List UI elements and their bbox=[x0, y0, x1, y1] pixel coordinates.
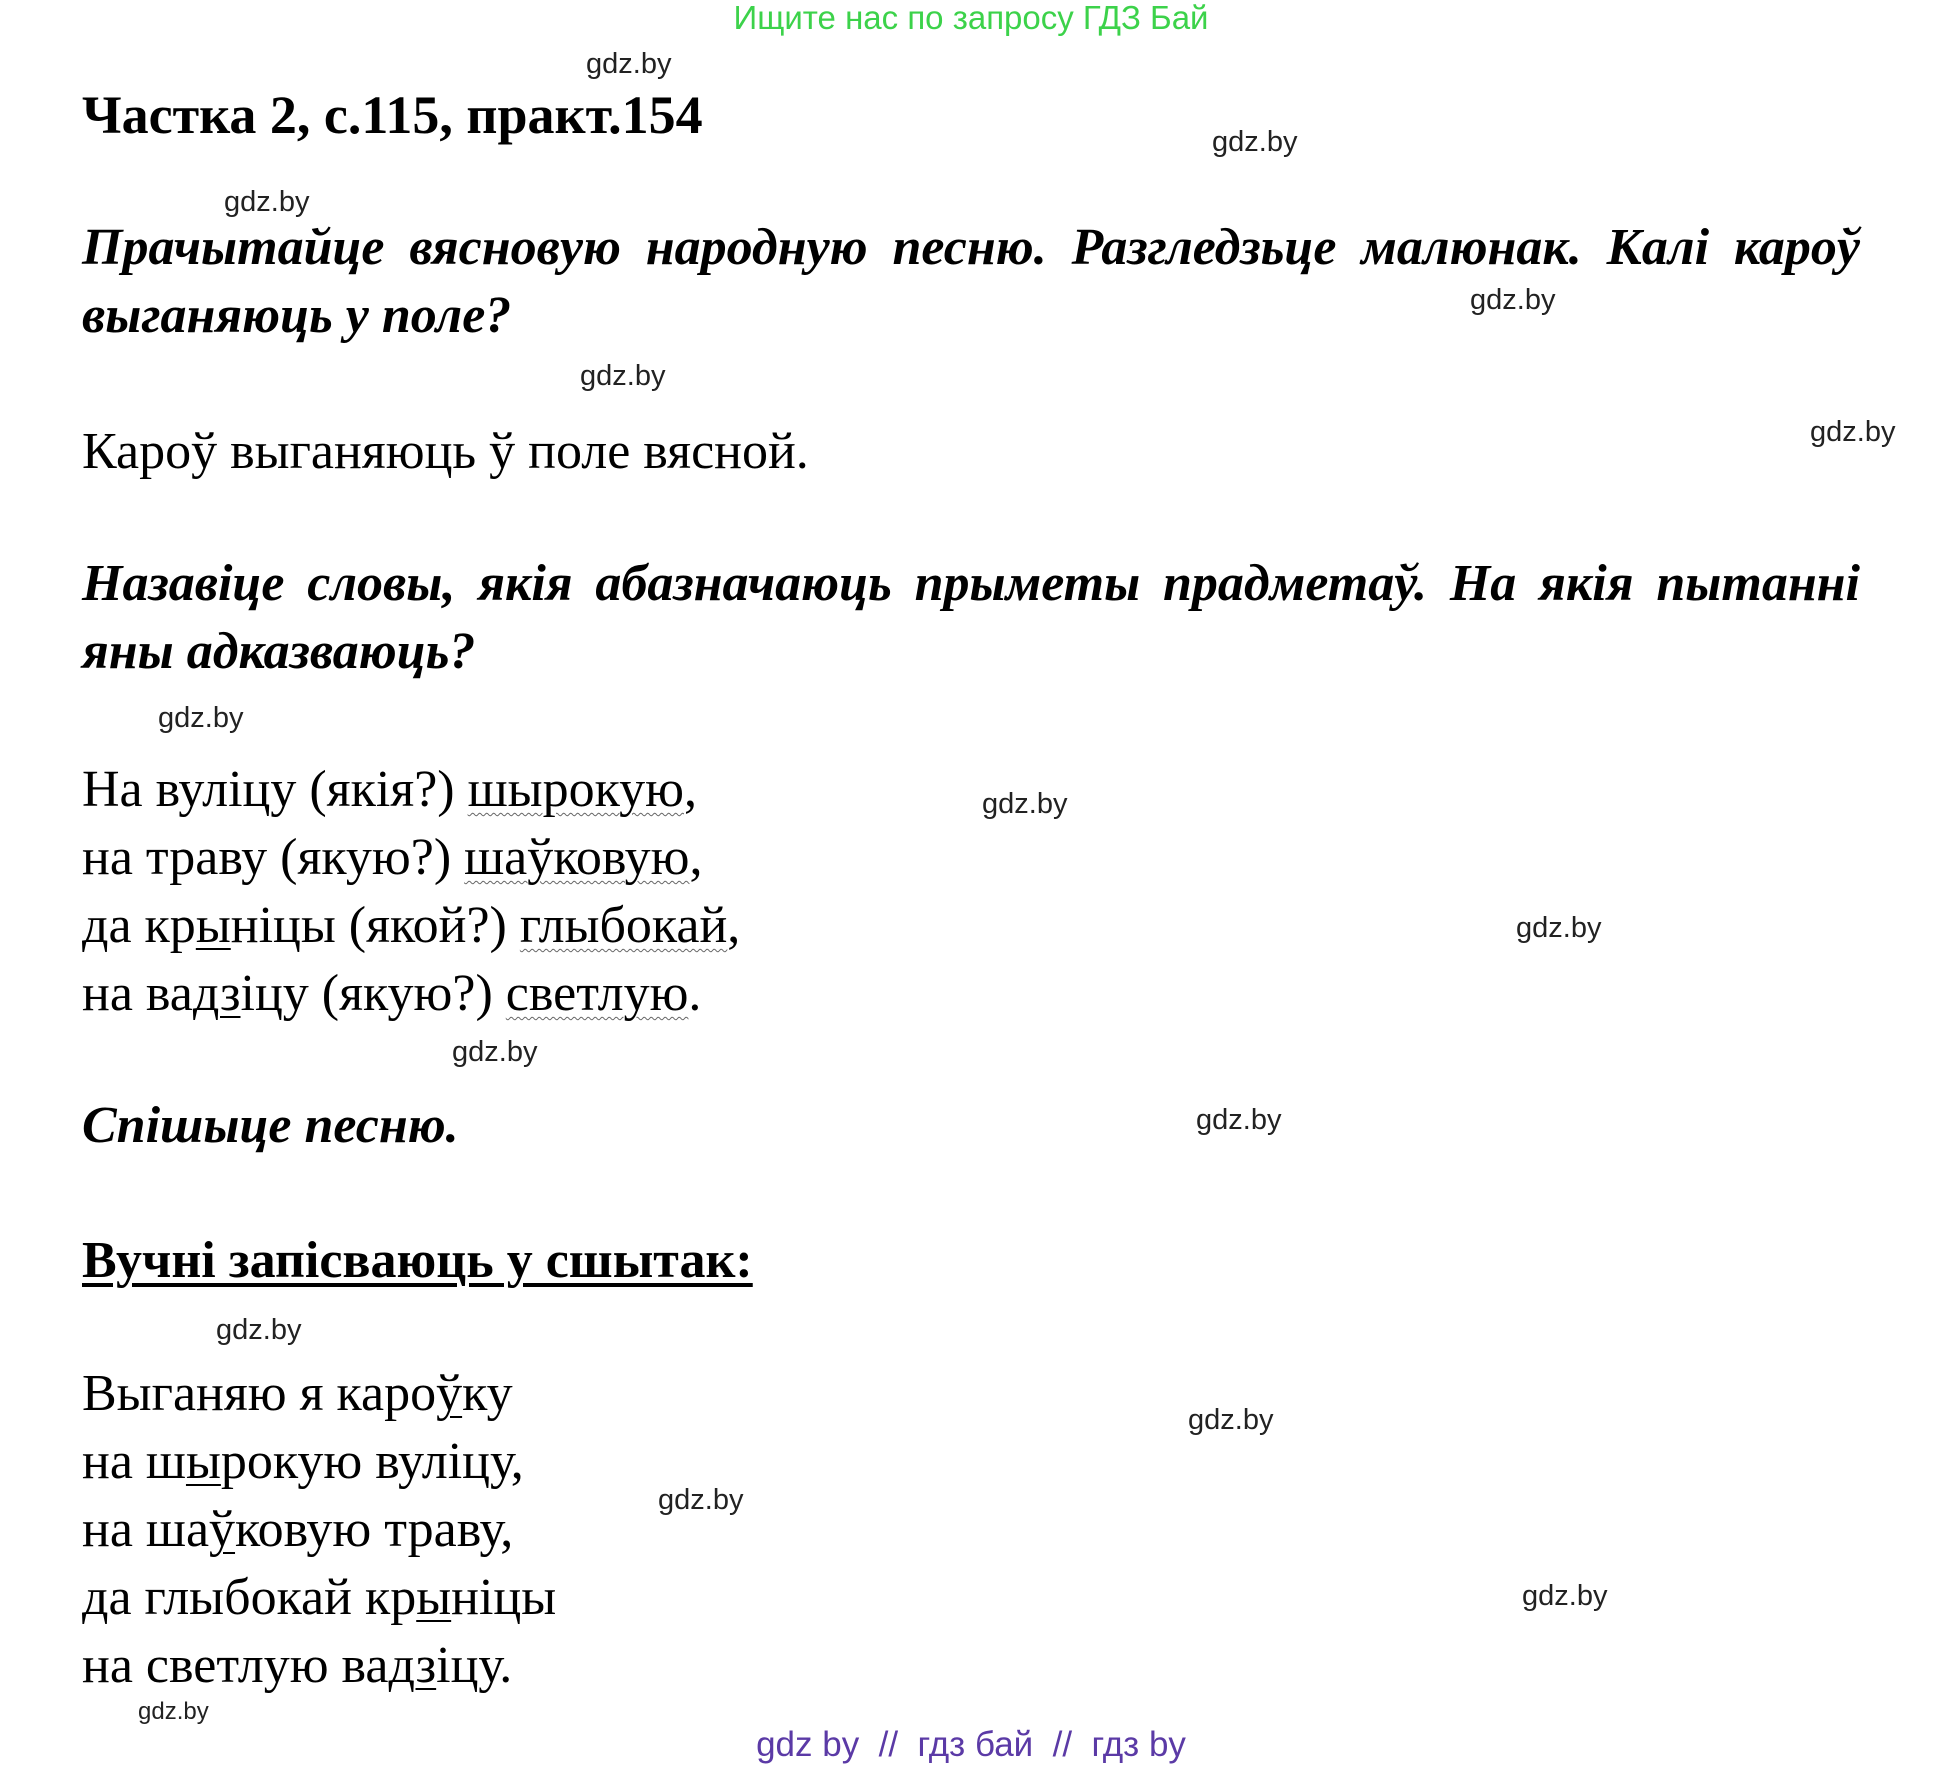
adjective-word: светлую bbox=[505, 965, 689, 1022]
watermark: gdz.by bbox=[1522, 1580, 1608, 1612]
watermark: gdz.by bbox=[1516, 912, 1602, 944]
watermark: gdz.by bbox=[224, 186, 310, 218]
underlined-letter: дз bbox=[388, 1637, 437, 1694]
task-copy-song: Спішыце песню. bbox=[82, 1097, 459, 1154]
underlined-letter: ы bbox=[185, 1433, 221, 1490]
underlined-letter: дз bbox=[192, 965, 241, 1022]
adjective-word: глыбокай bbox=[519, 897, 728, 954]
notebook-heading: Вучні запісваюць у сшытак: bbox=[82, 1232, 753, 1289]
adjective-word: шырокую bbox=[467, 761, 684, 818]
watermark: gdz.by bbox=[580, 360, 666, 392]
watermark: gdz.by bbox=[982, 788, 1068, 820]
watermark: gdz.by bbox=[1188, 1404, 1274, 1436]
poem-line: Выганяю я кароўку bbox=[82, 1365, 513, 1422]
watermark: gdz.by bbox=[1810, 416, 1896, 448]
watermark: gdz.by bbox=[586, 48, 672, 80]
task-read-song: Прачытайце вясновую народную песню. Разгледзьце малюнак. Калі кароў выганяюць у поле? bbox=[82, 219, 1860, 344]
page-title: Частка 2, с.115, практ.154 bbox=[82, 85, 703, 145]
search-banner: Ищите нас по запросу ГДЗ Бай bbox=[733, 0, 1209, 36]
task-name-words: Назавіце словы, якія абазначаюць прыметы прадметаў. На якія пытанні яны адказваюць? bbox=[82, 555, 1860, 680]
underlined-letter: ў bbox=[436, 1365, 463, 1422]
answer-text: Кароў выганяюць ў поле вясной. bbox=[82, 423, 809, 480]
underlined-letter: ы bbox=[195, 897, 231, 954]
underlined-letter: ў bbox=[209, 1501, 236, 1558]
watermark: gdz.by bbox=[138, 1698, 209, 1725]
watermark: gdz.by bbox=[658, 1484, 744, 1516]
poem-line: на шырокую вуліцу, bbox=[82, 1433, 524, 1490]
underlined-letter: ы bbox=[416, 1569, 452, 1626]
watermark: gdz.by bbox=[216, 1314, 302, 1346]
poem-line: да крыніцы (якой?) глыбокай, bbox=[82, 897, 741, 954]
footer-links: gdz by // гдз бай // гдз by bbox=[756, 1725, 1186, 1764]
watermark: gdz.by bbox=[1470, 284, 1556, 316]
watermark: gdz.by bbox=[1212, 126, 1298, 158]
watermark: gdz.by bbox=[158, 702, 244, 734]
watermark: gdz.by bbox=[452, 1036, 538, 1068]
watermark: gdz.by bbox=[1196, 1104, 1282, 1136]
adjective-word: шаўковую bbox=[464, 829, 690, 886]
poem-line: На вуліцу (якія?) шырокую, bbox=[82, 761, 697, 818]
poem-line: на вадзіцу (якую?) светлую. bbox=[82, 965, 702, 1022]
poem-line: на светлую вадзіцу. bbox=[82, 1637, 513, 1694]
poem-line: да глыбокай крыніцы bbox=[82, 1569, 557, 1626]
poem-line: на шаўковую траву, bbox=[82, 1501, 514, 1558]
poem-line: на траву (якую?) шаўковую, bbox=[82, 829, 703, 886]
